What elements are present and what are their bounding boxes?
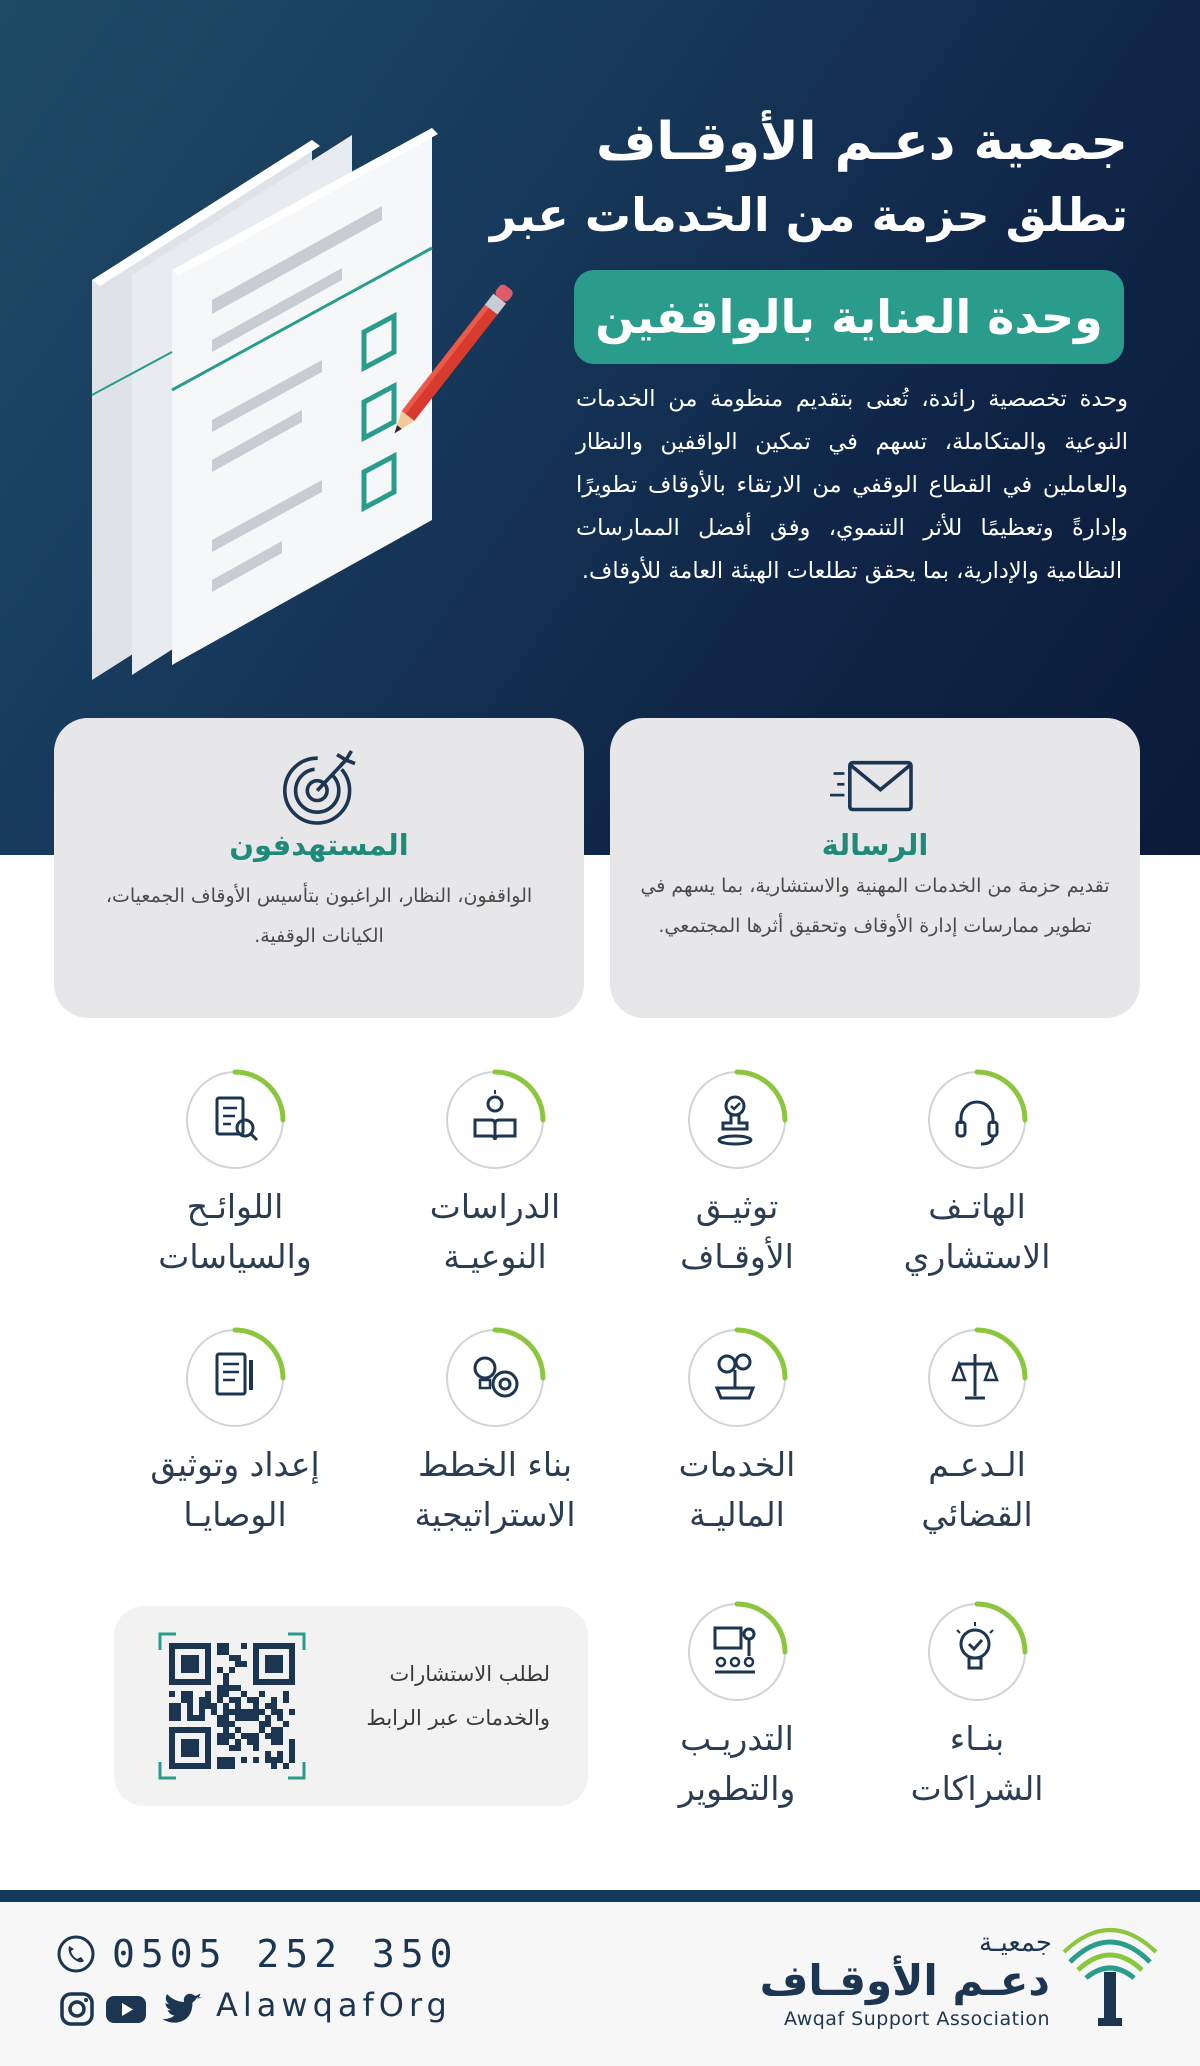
- qr-code[interactable]: [158, 1632, 306, 1780]
- service-label: الدراسات النوعيـة: [429, 1187, 561, 1276]
- logo-text-small: جمعيـة: [978, 1928, 1052, 1958]
- page-title: جمعية دعـم الأوقـاف: [595, 112, 1128, 172]
- qr-caption: [366, 1652, 550, 1740]
- service-icon-ring: [685, 1326, 789, 1430]
- stamp-icon: [685, 1068, 789, 1172]
- service-icon-ring: [685, 1068, 789, 1172]
- service-label: إعداد وتوثيق الوصايـا: [150, 1445, 320, 1534]
- mission-title: الرسالة: [821, 828, 929, 862]
- service-label: التدريـب والتطوير: [678, 1719, 796, 1808]
- qr-caption-line2: والخدمات عبر الرابط: [366, 1706, 550, 1730]
- logo-text-english: Awqaf Support Association: [783, 2008, 1050, 2030]
- headset-icon: [925, 1068, 1029, 1172]
- service-icon-ring: [925, 1600, 1029, 1704]
- footer-divider: [0, 1890, 1200, 1902]
- service-item: [380, 1068, 610, 1282]
- unit-name-badge: وحدة العناية بالواقفين: [574, 270, 1124, 364]
- bulb-target-icon: [443, 1326, 547, 1430]
- bulb-check-icon: [925, 1600, 1029, 1704]
- service-label: اللوائـح والسياسات: [158, 1187, 312, 1276]
- service-icon-ring: [443, 1326, 547, 1430]
- mission-card: [610, 718, 1140, 1018]
- service-item: [862, 1600, 1092, 1814]
- book-bulb-icon: [443, 1068, 547, 1172]
- service-item: [862, 1326, 1092, 1540]
- document-pen-icon: [183, 1326, 287, 1430]
- service-icon-ring: [685, 1600, 789, 1704]
- qr-request-box: [114, 1606, 588, 1806]
- service-label: الخدمات الماليـة: [678, 1445, 796, 1534]
- twitter-icon[interactable]: [162, 1990, 204, 2028]
- service-label: توثيـق الأوقـاف: [680, 1187, 794, 1276]
- awqaf-logo-mark: [1060, 1922, 1160, 2028]
- service-item: [622, 1600, 852, 1814]
- service-label: الـدعـم القضائي: [921, 1445, 1033, 1534]
- youtube-icon[interactable]: [104, 1990, 148, 2028]
- target-audience-title: المستهدفون: [229, 828, 409, 862]
- service-icon-ring: [925, 1068, 1029, 1172]
- documents-checklist-illustration: [82, 120, 522, 680]
- phone-icon: [56, 1934, 96, 1974]
- trainer-icon: [685, 1600, 789, 1704]
- logo-text-arabic: دعـم الأوقـاف: [759, 1956, 1050, 2005]
- service-icon-ring: [443, 1068, 547, 1172]
- service-label: الهاتـف الاستشاري: [903, 1187, 1051, 1276]
- scales-icon: [925, 1326, 1029, 1430]
- service-item: [622, 1326, 852, 1540]
- mission-text: تقديم حزمة من الخدمات المهنية والاستشارية، بما يسهم في تطوير ممارسات إدارة الأوقاف وتحقيق أثرها المجتمعي.: [640, 875, 1110, 937]
- service-label: بناء الخطط الاستراتيجية: [414, 1445, 576, 1534]
- phone-number[interactable]: 0505 252 350: [112, 1932, 459, 1976]
- service-icon-ring: [183, 1068, 287, 1172]
- instagram-icon[interactable]: [58, 1990, 96, 2028]
- envelope-icon: [830, 742, 920, 832]
- intro-paragraph: وحدة تخصصية رائدة، تُعنى بتقديم منظومة من الخدمات النوعية والمتكاملة، تسهم في تمكين الواقفين والنظار والعاملين في القطاع الوقفي من الارتقاء بالأوقاف تطويرًا وإدارةً وتعظيمًا للأثر التنموي، وفق أفضل الممارسات النظامية والإدارية، بما يحقق تطلعات الهيئة العامة للأوقاف.: [576, 386, 1128, 584]
- service-icon-ring: [925, 1326, 1029, 1430]
- service-item: [380, 1326, 610, 1540]
- service-item: [120, 1068, 350, 1282]
- target-audience-card: [54, 718, 584, 1018]
- money-tree-icon: [685, 1326, 789, 1430]
- service-item: [622, 1068, 852, 1282]
- qr-caption-line1: لطلب الاستشارات: [389, 1662, 550, 1686]
- checklist-search-icon: [183, 1068, 287, 1172]
- service-icon-ring: [183, 1326, 287, 1430]
- page-subtitle: تطلق حزمة من الخدمات عبر: [490, 188, 1128, 242]
- target-icon: [274, 742, 364, 832]
- service-item: [120, 1326, 350, 1540]
- target-audience-text: الواقفون، النظار، الراغبون بتأسيس الأوقاف الجمعيات، الكيانات الوقفية.: [105, 885, 533, 947]
- service-item: [862, 1068, 1092, 1282]
- social-handle[interactable]: AlawqafOrg: [216, 1986, 452, 2024]
- service-label: بنـاء الشراكات: [910, 1719, 1044, 1808]
